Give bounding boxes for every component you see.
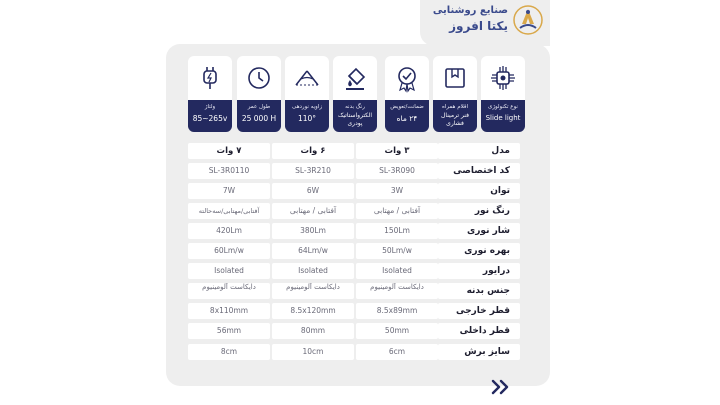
- table-cell: SL-3R090: [356, 163, 438, 179]
- row-label: کد اختصاصی: [438, 163, 520, 179]
- table-cell: Isolated: [272, 263, 354, 279]
- table-cell: 60Lm/w: [188, 243, 270, 259]
- feature-value: الکترواستاتیک پودری: [337, 112, 372, 127]
- table-cell: 380Lm: [272, 223, 354, 239]
- feature-title: طول عمر: [247, 104, 271, 110]
- table-cell: 150Lm: [356, 223, 438, 239]
- table-cell: 8.5x120mm: [272, 303, 354, 319]
- table-row: [188, 303, 520, 319]
- badge-check-icon: [392, 63, 422, 93]
- feature-value: فنر ترمینال فشاری: [441, 112, 469, 127]
- table-cell: 420Lm: [188, 223, 270, 239]
- table-cell: Isolated: [188, 263, 270, 279]
- row-label: قطر خارجی: [438, 303, 520, 319]
- feature-title: ضمانت/تعویض: [390, 104, 424, 110]
- clock-icon: [244, 63, 274, 93]
- table-cell: 10cm: [272, 344, 354, 360]
- table-cell: آفتابی / مهتابی: [272, 203, 354, 219]
- table-row: [188, 323, 520, 339]
- row-label: جنس بدنه: [438, 283, 520, 299]
- table-cell: 80mm: [272, 323, 354, 339]
- table-cell: SL-3R0110: [188, 163, 270, 179]
- table-cell: 3W: [356, 183, 438, 199]
- table-cell: دایکاست آلومینیوم: [356, 283, 438, 299]
- feature-card-voltage: [188, 56, 232, 132]
- feature-title: ولتاژ: [204, 104, 216, 110]
- table-cell: 50mm: [356, 323, 438, 339]
- brand-name: [422, 4, 508, 34]
- feature-value: 85~265v: [192, 114, 228, 123]
- feature-card-accessories: [433, 56, 477, 132]
- feature-title: اقلام همراه: [441, 104, 469, 110]
- table-cell: دایکاست آلومینیوم: [188, 283, 270, 299]
- row-label: توان: [438, 183, 520, 199]
- model-column-6w: ۶ وات: [272, 143, 354, 159]
- table-cell: Isolated: [356, 263, 438, 279]
- box-icon: [440, 63, 470, 93]
- brand-logo: [420, 0, 550, 46]
- row-label: شار نوری: [438, 223, 520, 239]
- paint-bucket-icon: [340, 63, 370, 93]
- table-cell: 8.5x89mm: [356, 303, 438, 319]
- table-cell: 6cm: [356, 344, 438, 360]
- beam-angle-icon: [292, 63, 322, 93]
- brand-emblem-icon: [512, 4, 544, 36]
- row-label: قطر داخلی: [438, 323, 520, 339]
- feature-card-lifespan: [237, 56, 281, 132]
- table-row: [188, 243, 520, 259]
- row-label: درایور: [438, 263, 520, 279]
- model-column-3w: ۳ وات: [356, 143, 438, 159]
- table-cell: آفتابی/مهتابی/سه‌حالته: [188, 203, 270, 219]
- brand-line2: یکتا افروز: [449, 19, 508, 33]
- row-label: مدل: [438, 143, 520, 159]
- table-cell: 50Lm/w: [356, 243, 438, 259]
- plug-icon: [195, 63, 225, 93]
- brand-line1: صنایع روشنایی: [432, 5, 508, 16]
- feature-card-warranty: [385, 56, 429, 132]
- table-cell: 7W: [188, 183, 270, 199]
- table-header-row: [188, 143, 520, 159]
- table-row: [188, 163, 520, 179]
- feature-value: 25 000 H: [241, 114, 277, 123]
- table-row: [188, 223, 520, 239]
- feature-value: 110°: [297, 114, 317, 123]
- table-cell: 8cm: [188, 344, 270, 360]
- table-cell: 64Lm/w: [272, 243, 354, 259]
- feature-card-body-color: [333, 56, 377, 132]
- double-chevron-right-icon[interactable]: [490, 378, 512, 396]
- feature-value: Slide light: [485, 114, 521, 122]
- table-cell: آفتابی / مهتابی: [356, 203, 438, 219]
- table-row: [188, 283, 520, 299]
- table-cell: 6W: [272, 183, 354, 199]
- row-label: سایز برش: [438, 344, 520, 360]
- table-row: [188, 203, 520, 219]
- table-row: [188, 344, 520, 360]
- feature-title: رنگ بدنه: [345, 104, 365, 110]
- table-cell: دایکاست آلومینیوم: [272, 283, 354, 299]
- feature-title: نوع تکنولوژی: [488, 104, 518, 110]
- table-cell: 8x110mm: [188, 303, 270, 319]
- table-cell: SL-3R210: [272, 163, 354, 179]
- feature-title: زاویه نوردهی: [291, 104, 323, 110]
- feature-value: ۲۴ ماه: [396, 114, 418, 123]
- row-label: بهره نوری: [438, 243, 520, 259]
- table-row: [188, 263, 520, 279]
- table-cell: 56mm: [188, 323, 270, 339]
- chip-icon: [488, 63, 518, 93]
- row-label: رنگ نور: [438, 203, 520, 219]
- feature-card-beam-angle: [285, 56, 329, 132]
- table-row: [188, 183, 520, 199]
- model-column-7w: ۷ وات: [188, 143, 270, 159]
- feature-card-technology: [481, 56, 525, 132]
